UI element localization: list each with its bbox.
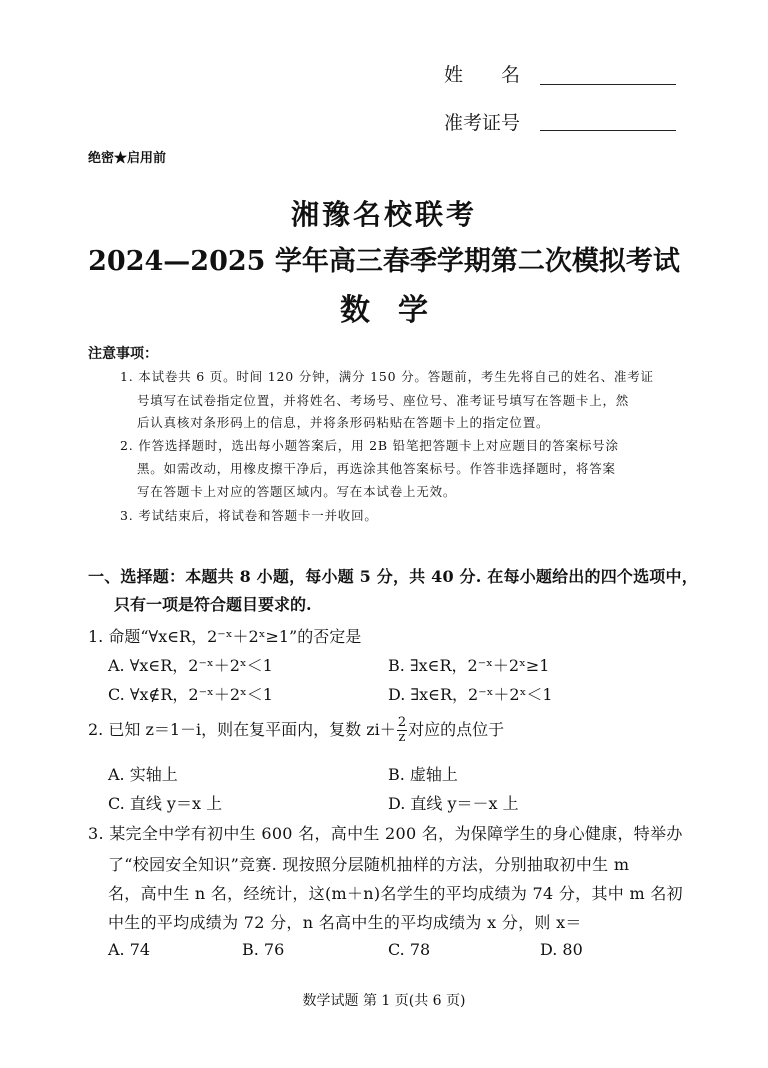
name-label: 姓 名 (444, 64, 521, 86)
question-3-option-b: B. 76 (242, 940, 285, 959)
question-3-option-d: D. 80 (540, 940, 583, 959)
question-1-option-d: D. ∃x∈R，2⁻ˣ＋2ˣ＜1 (388, 685, 553, 704)
subject-title: 数学 (340, 293, 456, 328)
notice-line: 黑。如需改动，用橡皮擦干净后，再选涂其他答案标号。作答非选择题时，将答案 (137, 461, 616, 476)
question-3-stem-line: 中生的平均成绩为 72 分，n 名高中生的平均成绩为 x 分，则 x＝ (108, 913, 582, 932)
question-1-option-a: A. ∀x∈R，2⁻ˣ＋2ˣ＜1 (108, 656, 273, 675)
section-heading-cont: 只有一项是符合题目要求的. (114, 595, 312, 614)
exam-id-label: 准考证号 (444, 112, 521, 134)
question-1-option-c: C. ∀x∉R，2⁻ˣ＋2ˣ＜1 (108, 685, 273, 704)
question-2-option-b: B. 虚轴上 (388, 765, 458, 784)
notice-line: 3. 考试结束后，将试卷和答题卡一并收回。 (120, 508, 378, 523)
fraction (397, 716, 407, 745)
question-2-option-c: C. 直线 y＝x 上 (108, 794, 223, 813)
notice-line: 2. 作答选择题时，选出每小题答案后，用 2B 铅笔把答题卡上对应题目的答案标号涂 (120, 438, 619, 453)
section-heading: 一、选择题：本题共 8 小题，每小题 5 分，共 40 分. 在每小题给出的四个选项中， (88, 567, 698, 586)
question-2-stem (88, 714, 504, 746)
question-1-stem: 1. 命题“∀x∈R，2⁻ˣ＋2ˣ≥1”的否定是 (88, 627, 362, 646)
question-3-option-c: C. 78 (388, 940, 431, 959)
question-2-option-d: D. 直线 y＝－x 上 (388, 794, 519, 813)
exam-subtitle: 2024—2025 学年高三春季学期第二次模拟考试 (88, 246, 680, 277)
secret-mark: 绝密★启用前 (88, 151, 167, 166)
notice-line: 1. 本试卷共 6 页。时间 120 分钟，满分 150 分。答题前，考生先将自己的姓名、准考证 (120, 369, 654, 384)
name-field-line (540, 84, 676, 85)
question-2-option-a: A. 实轴上 (108, 765, 178, 784)
question-3-stem-line: 3. 某完全中学有初中生 600 名，高中生 200 名，为保障学生的身心健康，特举办 (88, 824, 683, 843)
notice-line: 后认真核对条形码上的信息，并将条形码粘贴在答题卡上的指定位置。 (137, 415, 550, 430)
fraction-denominator: z (398, 730, 406, 745)
notice-line: 号填写在试卷指定位置，并将姓名、考场号、座位号、准考证号填写在答题卡上，然 (137, 393, 630, 408)
question-3-stem-line: 名，高中生 n 名，经统计，这(m＋n)名学生的平均成绩为 74 分，其中 m 名初 (108, 884, 683, 903)
notice-heading: 注意事项： (88, 346, 158, 362)
exam-title: 湘豫名校联考 (290, 198, 477, 231)
question-3-option-a: A. 74 (108, 940, 151, 959)
question-1-option-b: B. ∃x∈R，2⁻ˣ＋2ˣ≥1 (388, 656, 550, 675)
notice-line: 写在答题卡上对应的答题区域内。写在本试卷上无效。 (137, 484, 457, 499)
question-3-stem-line: 了“校园安全知识”竞赛. 现按照分层随机抽样的方法，分别抽取初中生 m (108, 855, 630, 874)
exam-id-field-line (540, 130, 676, 131)
page-footer: 数学试题 第 1 页(共 6 页) (302, 993, 466, 1009)
fraction-numerator: 2 (397, 715, 407, 730)
question-2-stem-post: 对应的点位于 (408, 720, 505, 739)
question-2-stem-pre: 2. 已知 z＝1－i，则在复平面内，复数 zi＋ (88, 720, 396, 739)
